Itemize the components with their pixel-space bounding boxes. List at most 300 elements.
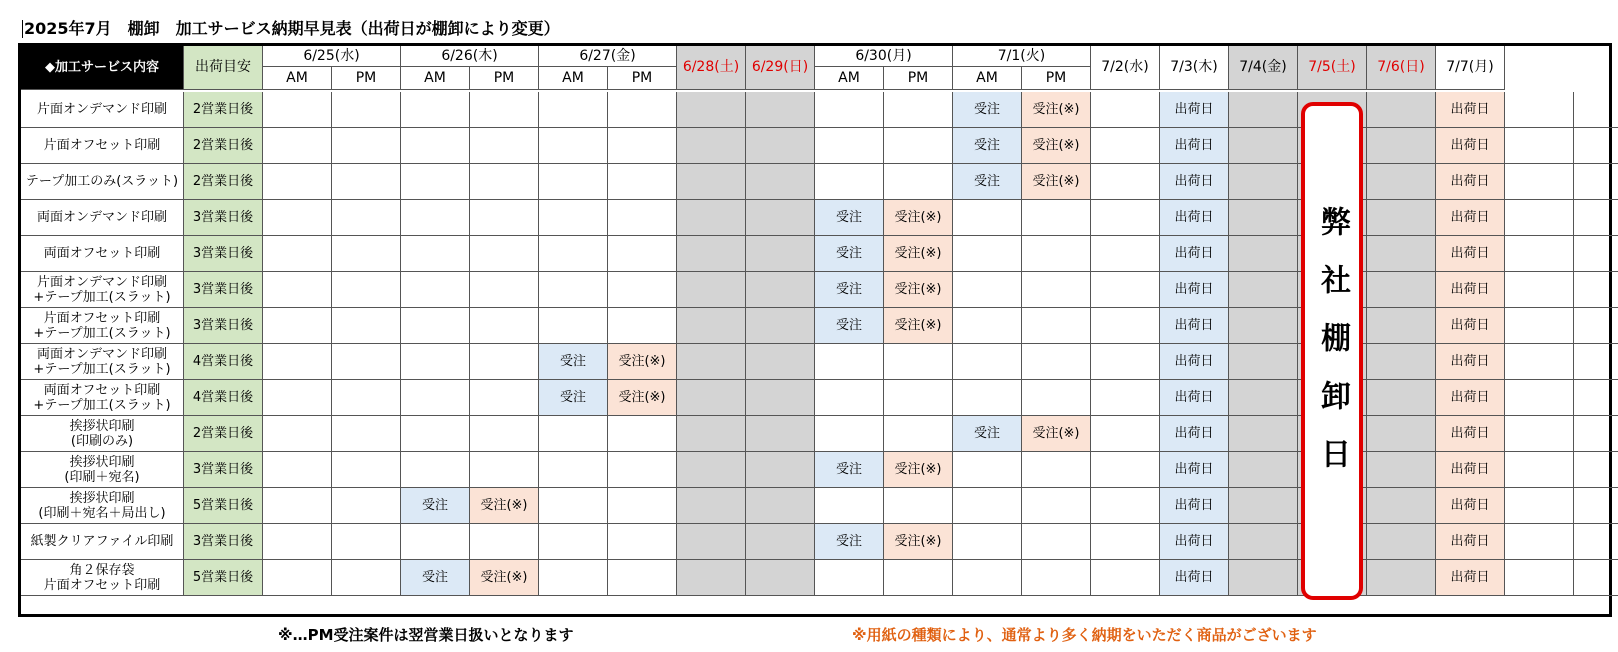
schedule-cell: [1505, 272, 1574, 308]
schedule-cell: [539, 452, 608, 488]
order-pm-cell: 受注(※): [884, 524, 953, 560]
header-date: 6/27(金): [539, 46, 677, 67]
schedule-cell: [401, 524, 470, 560]
schedule-cell: [1505, 344, 1574, 380]
schedule-cell: [1229, 524, 1298, 560]
shipping-guide: 3営業日後: [184, 236, 263, 272]
schedule-cell: [746, 92, 815, 128]
schedule-cell: [1091, 344, 1160, 380]
schedule-cell: [746, 236, 815, 272]
schedule-cell: [815, 560, 884, 596]
schedule-cell: [263, 416, 332, 452]
shipping-guide: 3営業日後: [184, 200, 263, 236]
service-name: 両面オンデマンド印刷 +テープ加工(スラット): [21, 344, 184, 380]
schedule-cell: [677, 344, 746, 380]
schedule-cell: [608, 452, 677, 488]
schedule-cell: [746, 488, 815, 524]
schedule-cell: [470, 92, 539, 128]
order-cell: 受注: [815, 452, 884, 488]
shipping-guide: 4営業日後: [184, 344, 263, 380]
schedule-cell: [401, 236, 470, 272]
ship-date-cell: 出荷日: [1436, 236, 1505, 272]
inventory-closure-box: [1301, 102, 1363, 600]
schedule-cell: [1229, 452, 1298, 488]
schedule-cell: [1367, 416, 1436, 452]
paper-type-note: ※用紙の種類により、通常より多く納期をいただく商品がございます: [852, 626, 1317, 644]
schedule-cell: [539, 164, 608, 200]
header-date: 7/3(木): [1160, 46, 1229, 90]
header-date: 7/2(水): [1091, 46, 1160, 90]
schedule-cell: [1367, 92, 1436, 128]
schedule-cell: [539, 236, 608, 272]
schedule-cell: [263, 272, 332, 308]
header-pm: PM: [608, 67, 677, 90]
schedule-cell: [953, 344, 1022, 380]
schedule-cell: [332, 200, 401, 236]
schedule-cell: [401, 380, 470, 416]
schedule-cell: [1229, 236, 1298, 272]
schedule-cell: [953, 560, 1022, 596]
schedule-cell: [608, 560, 677, 596]
header-date: 7/7(月): [1436, 46, 1505, 90]
schedule-cell: [1367, 524, 1436, 560]
schedule-cell: [332, 560, 401, 596]
shipping-guide: 5営業日後: [184, 560, 263, 596]
ship-date-cell: 出荷日: [1160, 200, 1229, 236]
schedule-cell: [470, 452, 539, 488]
schedule-cell: [884, 164, 953, 200]
schedule-cell: [332, 524, 401, 560]
schedule-cell: [1229, 128, 1298, 164]
schedule-cell: [1367, 272, 1436, 308]
header-service: ◆加工サービス内容: [21, 46, 184, 90]
schedule-cell: [332, 452, 401, 488]
delivery-schedule-table: [18, 43, 1612, 617]
schedule-cell: [815, 380, 884, 416]
ship-date-cell: 出荷日: [1436, 416, 1505, 452]
ship-date-cell: 出荷日: [1160, 344, 1229, 380]
schedule-cell: [1367, 452, 1436, 488]
schedule-cell: [539, 272, 608, 308]
schedule-cell: [677, 236, 746, 272]
schedule-cell: [1574, 92, 1618, 128]
shipping-guide: 2営業日後: [184, 164, 263, 200]
schedule-cell: [815, 416, 884, 452]
order-pm-cell: 受注(※): [884, 236, 953, 272]
header-date: 6/26(木): [401, 46, 539, 67]
service-name: 挨拶状印刷 (印刷＋宛名＋局出し): [21, 488, 184, 524]
order-pm-cell: 受注(※): [884, 200, 953, 236]
schedule-cell: [746, 452, 815, 488]
header-pm: PM: [470, 67, 539, 90]
schedule-cell: [677, 128, 746, 164]
schedule-cell: [884, 128, 953, 164]
schedule-cell: [263, 92, 332, 128]
order-cell: 受注: [953, 92, 1022, 128]
shipping-guide: 2営業日後: [184, 416, 263, 452]
order-cell: 受注: [815, 272, 884, 308]
schedule-cell: [263, 560, 332, 596]
schedule-cell: [401, 272, 470, 308]
schedule-cell: [332, 380, 401, 416]
schedule-cell: [608, 272, 677, 308]
schedule-cell: [401, 200, 470, 236]
schedule-cell: [1091, 236, 1160, 272]
schedule-cell: [1574, 380, 1618, 416]
schedule-cell: [953, 488, 1022, 524]
shipping-guide: 3営業日後: [184, 524, 263, 560]
schedule-cell: [1091, 272, 1160, 308]
schedule-cell: [332, 308, 401, 344]
order-cell: 受注: [953, 416, 1022, 452]
schedule-cell: [677, 164, 746, 200]
schedule-cell: [677, 524, 746, 560]
schedule-cell: [608, 128, 677, 164]
schedule-cell: [953, 272, 1022, 308]
shipping-guide: 5営業日後: [184, 488, 263, 524]
schedule-cell: [332, 488, 401, 524]
schedule-cell: [608, 488, 677, 524]
schedule-cell: [1574, 416, 1618, 452]
schedule-cell: [401, 92, 470, 128]
schedule-cell: [470, 380, 539, 416]
schedule-cell: [263, 236, 332, 272]
header-date: 7/4(金): [1229, 46, 1298, 90]
schedule-cell: [470, 416, 539, 452]
ship-date-cell: 出荷日: [1160, 452, 1229, 488]
schedule-cell: [263, 488, 332, 524]
ship-date-cell: 出荷日: [1160, 128, 1229, 164]
ship-date-cell: 出荷日: [1436, 452, 1505, 488]
order-pm-cell: 受注(※): [884, 452, 953, 488]
schedule-cell: [884, 416, 953, 452]
schedule-cell: [608, 200, 677, 236]
schedule-cell: [746, 200, 815, 236]
shipping-guide: 2営業日後: [184, 92, 263, 128]
service-name: 角２保存袋 片面オフセット印刷: [21, 560, 184, 596]
header-date: 7/6(日): [1367, 46, 1436, 90]
schedule-cell: [953, 308, 1022, 344]
order-cell: 受注: [401, 488, 470, 524]
schedule-cell: [677, 380, 746, 416]
schedule-cell: [815, 128, 884, 164]
service-name: 両面オフセット印刷 +テープ加工(スラット): [21, 380, 184, 416]
schedule-cell: [1091, 308, 1160, 344]
schedule-cell: [746, 560, 815, 596]
header-am: AM: [539, 67, 608, 90]
schedule-cell: [1505, 488, 1574, 524]
schedule-cell: [677, 92, 746, 128]
schedule-cell: [884, 344, 953, 380]
schedule-cell: [1022, 488, 1091, 524]
ship-date-cell: 出荷日: [1436, 380, 1505, 416]
schedule-cell: [1229, 92, 1298, 128]
service-name: 両面オンデマンド印刷: [21, 200, 184, 236]
ship-date-cell: 出荷日: [1436, 488, 1505, 524]
schedule-cell: [1022, 236, 1091, 272]
ship-date-cell: 出荷日: [1436, 164, 1505, 200]
schedule-cell: [263, 128, 332, 164]
schedule-cell: [263, 380, 332, 416]
schedule-cell: [1505, 200, 1574, 236]
schedule-cell: [401, 416, 470, 452]
schedule-cell: [884, 92, 953, 128]
schedule-cell: [608, 308, 677, 344]
schedule-cell: [1091, 416, 1160, 452]
schedule-cell: [1091, 488, 1160, 524]
schedule-cell: [1574, 236, 1618, 272]
schedule-cell: [1505, 416, 1574, 452]
schedule-cell: [1505, 308, 1574, 344]
schedule-cell: [1505, 128, 1574, 164]
ship-date-cell: 出荷日: [1436, 272, 1505, 308]
pm-order-note: ※…PM受注案件は翌営業日扱いとなります: [278, 626, 574, 644]
schedule-cell: [1091, 524, 1160, 560]
schedule-cell: [1574, 200, 1618, 236]
schedule-cell: [953, 380, 1022, 416]
schedule-cell: [1091, 560, 1160, 596]
schedule-cell: [1505, 92, 1574, 128]
order-pm-cell: 受注(※): [884, 272, 953, 308]
schedule-cell: [401, 128, 470, 164]
schedule-cell: [677, 560, 746, 596]
schedule-cell: [263, 344, 332, 380]
ship-date-cell: 出荷日: [1436, 560, 1505, 596]
schedule-cell: [884, 560, 953, 596]
schedule-cell: [1367, 560, 1436, 596]
schedule-cell: [1091, 164, 1160, 200]
schedule-cell: [1574, 272, 1618, 308]
ship-date-cell: 出荷日: [1160, 416, 1229, 452]
schedule-cell: [401, 164, 470, 200]
schedule-cell: [263, 524, 332, 560]
service-name: 両面オフセット印刷: [21, 236, 184, 272]
schedule-cell: [677, 452, 746, 488]
schedule-cell: [263, 308, 332, 344]
schedule-cell: [1091, 380, 1160, 416]
schedule-cell: [1367, 344, 1436, 380]
schedule-cell: [746, 164, 815, 200]
schedule-cell: [332, 92, 401, 128]
order-pm-cell: 受注(※): [884, 308, 953, 344]
schedule-cell: [470, 524, 539, 560]
order-cell: 受注: [815, 236, 884, 272]
schedule-cell: [1367, 236, 1436, 272]
schedule-cell: [1367, 488, 1436, 524]
schedule-cell: [953, 452, 1022, 488]
schedule-cell: [1574, 488, 1618, 524]
schedule-cell: [332, 272, 401, 308]
service-name: 挨拶状印刷 (印刷のみ): [21, 416, 184, 452]
schedule-cell: [815, 92, 884, 128]
schedule-cell: [332, 344, 401, 380]
order-cell: 受注: [815, 308, 884, 344]
ship-date-cell: 出荷日: [1160, 308, 1229, 344]
order-cell: 受注: [953, 164, 1022, 200]
order-pm-cell: 受注(※): [608, 344, 677, 380]
header-guide: 出荷目安: [184, 46, 263, 90]
schedule-cell: [1367, 380, 1436, 416]
order-pm-cell: 受注(※): [470, 560, 539, 596]
order-cell: 受注: [815, 524, 884, 560]
schedule-cell: [1505, 236, 1574, 272]
schedule-cell: [1022, 308, 1091, 344]
ship-date-cell: 出荷日: [1160, 272, 1229, 308]
schedule-cell: [746, 416, 815, 452]
schedule-cell: [884, 380, 953, 416]
order-pm-cell: 受注(※): [1022, 128, 1091, 164]
service-name: 片面オンデマンド印刷 +テープ加工(スラット): [21, 272, 184, 308]
schedule-cell: [1229, 560, 1298, 596]
ship-date-cell: 出荷日: [1436, 92, 1505, 128]
schedule-cell: [539, 524, 608, 560]
schedule-cell: [1505, 452, 1574, 488]
schedule-cell: [1091, 128, 1160, 164]
schedule-cell: [953, 200, 1022, 236]
order-cell: 受注: [401, 560, 470, 596]
ship-date-cell: 出荷日: [1160, 560, 1229, 596]
schedule-cell: [746, 272, 815, 308]
header-am: AM: [815, 67, 884, 90]
schedule-cell: [1574, 164, 1618, 200]
inventory-closure-label: 弊社棚卸日: [1315, 206, 1350, 496]
schedule-cell: [470, 308, 539, 344]
schedule-cell: [1367, 164, 1436, 200]
order-pm-cell: 受注(※): [608, 380, 677, 416]
schedule-cell: [608, 416, 677, 452]
schedule-cell: [746, 524, 815, 560]
schedule-cell: [1091, 452, 1160, 488]
schedule-cell: [746, 308, 815, 344]
schedule-cell: [1229, 380, 1298, 416]
order-pm-cell: 受注(※): [470, 488, 539, 524]
page-title: 2025年7月 棚卸 加工サービス納期早見表（出荷日が棚卸により変更）: [24, 19, 560, 38]
schedule-cell: [1229, 488, 1298, 524]
schedule-cell: [1574, 560, 1618, 596]
schedule-cell: [1091, 200, 1160, 236]
schedule-cell: [539, 200, 608, 236]
schedule-cell: [1022, 560, 1091, 596]
schedule-cell: [332, 236, 401, 272]
schedule-cell: [1574, 308, 1618, 344]
ship-date-cell: 出荷日: [1160, 92, 1229, 128]
schedule-cell: [470, 236, 539, 272]
header-date: 7/1(火): [953, 46, 1091, 67]
ship-date-cell: 出荷日: [1436, 200, 1505, 236]
schedule-cell: [470, 128, 539, 164]
schedule-cell: [539, 416, 608, 452]
ship-date-cell: 出荷日: [1160, 380, 1229, 416]
schedule-cell: [263, 200, 332, 236]
schedule-cell: [539, 560, 608, 596]
schedule-cell: [1229, 308, 1298, 344]
service-name: 片面オフセット印刷: [21, 128, 184, 164]
schedule-cell: [1574, 128, 1618, 164]
schedule-cell: [539, 488, 608, 524]
schedule-cell: [953, 236, 1022, 272]
schedule-cell: [1229, 344, 1298, 380]
header-am: AM: [263, 67, 332, 90]
schedule-cell: [1574, 524, 1618, 560]
schedule-cell: [263, 452, 332, 488]
schedule-cell: [884, 488, 953, 524]
order-cell: 受注: [539, 344, 608, 380]
schedule-cell: [470, 164, 539, 200]
service-name: 片面オンデマンド印刷: [21, 92, 184, 128]
header-pm: PM: [884, 67, 953, 90]
ship-date-cell: 出荷日: [1436, 524, 1505, 560]
schedule-cell: [608, 164, 677, 200]
schedule-cell: [1022, 524, 1091, 560]
schedule-cell: [1505, 380, 1574, 416]
schedule-cell: [539, 128, 608, 164]
schedule-cell: [1367, 128, 1436, 164]
schedule-cell: [539, 308, 608, 344]
schedule-cell: [1022, 344, 1091, 380]
schedule-cell: [263, 164, 332, 200]
schedule-cell: [1091, 92, 1160, 128]
shipping-guide: 3営業日後: [184, 308, 263, 344]
schedule-cell: [332, 416, 401, 452]
schedule-cell: [1229, 272, 1298, 308]
schedule-cell: [332, 128, 401, 164]
schedule-cell: [1367, 200, 1436, 236]
order-cell: 受注: [815, 200, 884, 236]
header-pm: PM: [1022, 67, 1091, 90]
schedule-cell: [1505, 164, 1574, 200]
schedule-cell: [401, 452, 470, 488]
shipping-guide: 2営業日後: [184, 128, 263, 164]
schedule-cell: [677, 272, 746, 308]
schedule-cell: [1022, 272, 1091, 308]
schedule-cell: [470, 272, 539, 308]
ship-date-cell: 出荷日: [1160, 164, 1229, 200]
schedule-cell: [608, 92, 677, 128]
order-cell: 受注: [953, 128, 1022, 164]
schedule-cell: [1574, 344, 1618, 380]
order-cell: 受注: [539, 380, 608, 416]
service-name: 紙製クリアファイル印刷: [21, 524, 184, 560]
schedule-cell: [539, 92, 608, 128]
schedule-cell: [746, 128, 815, 164]
ship-date-cell: 出荷日: [1436, 308, 1505, 344]
schedule-cell: [401, 344, 470, 380]
shipping-guide: 3営業日後: [184, 452, 263, 488]
service-name: テープ加工のみ(スラット): [21, 164, 184, 200]
ship-date-cell: 出荷日: [1160, 524, 1229, 560]
ship-date-cell: 出荷日: [1160, 236, 1229, 272]
shipping-guide: 3営業日後: [184, 272, 263, 308]
schedule-cell: [1367, 308, 1436, 344]
schedule-cell: [1505, 524, 1574, 560]
schedule-cell: [1229, 200, 1298, 236]
schedule-cell: [677, 200, 746, 236]
header-date: 6/28(土): [677, 46, 746, 90]
schedule-cell: [815, 488, 884, 524]
schedule-cell: [1022, 452, 1091, 488]
schedule-cell: [332, 164, 401, 200]
schedule-cell: [953, 524, 1022, 560]
schedule-cell: [608, 236, 677, 272]
order-pm-cell: 受注(※): [1022, 416, 1091, 452]
schedule-cell: [608, 524, 677, 560]
schedule-cell: [470, 200, 539, 236]
schedule-cell: [815, 344, 884, 380]
schedule-cell: [1229, 416, 1298, 452]
schedule-cell: [1574, 452, 1618, 488]
schedule-cell: [677, 308, 746, 344]
header-am: AM: [401, 67, 470, 90]
